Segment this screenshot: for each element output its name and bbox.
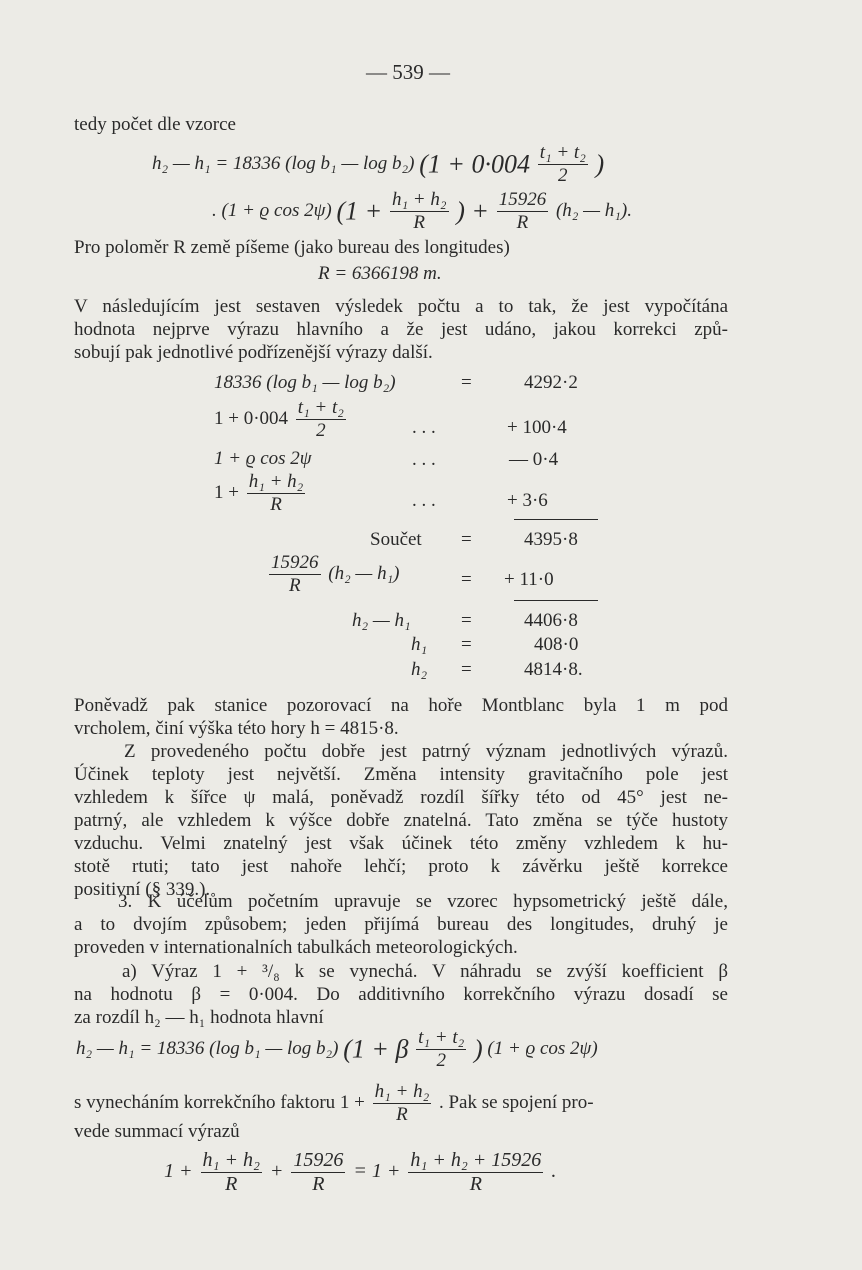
formula1-lhs: h₂ — h₁ = 18336 (log b₁ — log b₂) <box>152 152 415 174</box>
paragraph-6-line2: vede summací výrazů <box>74 1121 240 1142</box>
sum-rule <box>514 519 598 520</box>
formula1-tail: (h₂ — h₁). <box>555 199 632 221</box>
paren-open: (1 + 0·004 <box>419 149 530 179</box>
table-value: 4814·8. <box>524 659 583 680</box>
text-line: Poněvadž pak stanice pozorovací na hoře Montblanc byla 1 m pod <box>74 695 728 716</box>
fraction: $\frac{\text{h₁ + h₂}}{R}$ <box>202 1149 260 1195</box>
formula1-paren: (1 + <box>336 196 383 226</box>
fraction: $\frac{\text{h₁ + h₂ + 15926}}{R}$ <box>410 1149 542 1195</box>
paragraph-1 <box>74 295 728 364</box>
fraction: $\frac{\text{t₁ + t₂}}{2}$ <box>539 142 586 186</box>
table-value: + 11·0 <box>504 569 554 590</box>
formula2-paren: (1 + β <box>343 1034 409 1064</box>
fraction: $\frac{\text{h₁ + h₂}}{R}$ <box>374 1081 430 1125</box>
fraction: $\frac{15926}{R}$ <box>293 1149 344 1195</box>
text-line: na hodnotu β = 0·004. Do additivního korrekčního výrazu dosadí se <box>74 984 728 1005</box>
paragraph-3 <box>74 740 728 901</box>
formula2 <box>76 1028 598 1071</box>
table-value: 4292·2 <box>524 372 578 393</box>
text-line: vrcholem, činí výška této hory h = 4815·8. <box>74 718 399 739</box>
text-line: vzhledem k šířce ψ malá, poněvadž rozdíl šířky této od 45° jest ne- <box>74 787 728 808</box>
fraction: $\frac{15926}{R}$ <box>271 552 319 596</box>
table-value: 4406·8 <box>524 610 578 631</box>
text-line: proveden v internationalních tabulkách meteorologických. <box>74 937 518 958</box>
table-value: + 100·4 <box>507 417 567 438</box>
table-value: 408·0 <box>534 634 579 655</box>
formula3: 1 + $\frac{\text{h₁ + h₂}}{R}$ + $\frac{15926}{R}$ = 1 + $\frac{\text{h₁ + h₂ + 15926}}{R}$ . <box>164 1149 557 1195</box>
formula1-cos-term: . (1 + ϱ cos 2ψ) <box>212 199 332 221</box>
intro-line: tedy počet dle vzorce <box>74 114 236 135</box>
table-value: + 3·6 <box>507 490 548 511</box>
text-line: Účinek teploty jest největší. Změna intensity gravitačního pole jest <box>74 764 728 785</box>
formula1-paren-close: ) + <box>456 196 489 226</box>
paragraph-6-line1: s vynecháním korrekčního faktoru 1 + $\frac{\text{h₁ + h₂}}{R}$ . Pak se spojení pro- <box>74 1081 594 1125</box>
text-line: a to dvojím způsobem; jeden přijímá bureau des longitudes, druhý je <box>74 914 728 935</box>
table-eq: = <box>461 372 472 393</box>
radius-equation: R = 6366198 m. <box>318 263 442 284</box>
fraction: $\frac{\text{h₁ + h₂}}{R}$ <box>391 189 447 233</box>
table-label: $\frac{15926}{R}$ (h₂ — h₁) <box>271 552 400 596</box>
fraction: $\frac{\text{h₁ + h₂}}{R}$ <box>248 471 304 515</box>
paragraph-2 <box>74 694 728 740</box>
sum-rule <box>514 600 598 601</box>
paragraph-4 <box>74 890 728 959</box>
text-line: Z provedeného počtu dobře jest patrný význam jednotlivých výrazů. <box>124 741 728 762</box>
table-dots: . . . <box>412 449 436 470</box>
table-eq: = <box>461 659 472 680</box>
formula2-tail: (1 + ϱ cos 2ψ) <box>487 1037 598 1059</box>
text-line: stotě rtuti; tato jest nahoře lehčí; proto k závěrku ještě korrekce <box>74 856 728 877</box>
table-eq: = <box>461 610 472 631</box>
text-line: vzduchu. Velmi znatelný jest však účinek této změny vzhledem k hu- <box>74 833 728 854</box>
table-label: 1 + 0·004 $\frac{\text{t₁ + t₂}}{2}$ <box>214 397 344 441</box>
table-dots: . . . <box>412 490 436 511</box>
fraction: $\frac{\text{t₁ + t₂}}{2}$ <box>418 1027 465 1071</box>
table-label: 1 + $\frac{\text{h₁ + h₂}}{R}$ <box>214 471 304 515</box>
text-line: hodnota nejprve výrazu hlavního a že jest udáno, jakou korrekci způ- <box>74 319 728 340</box>
table-label: 18336 (log b₁ — log b₂) <box>214 372 396 393</box>
fraction: $\frac{\text{t₁ + t₂}}{2}$ <box>297 397 344 441</box>
table-dots: . . . <box>412 417 436 438</box>
sum-label: Součet <box>370 529 422 550</box>
table-eq: = <box>461 529 472 550</box>
text-line: a) Výraz 1 + ³/₈ k se vynechá. V náhradu se zvýší koefficient β <box>122 961 728 982</box>
text-line: za rozdíl h₂ — h₁ hodnota hlavní <box>74 1007 324 1028</box>
formula2-paren-close: ) <box>474 1034 483 1064</box>
formula1-line2 <box>212 190 632 233</box>
text-line: 3. K účelům početním upravuje se vzorec hypsometrický ještě dále, <box>118 891 728 912</box>
fraction: $\frac{15926}{R}$ <box>498 189 547 233</box>
formula2-lhs: h₂ — h₁ = 18336 (log b₁ — log b₂) <box>76 1037 339 1059</box>
formula1-line1 <box>152 143 604 186</box>
table-eq: = <box>461 569 472 590</box>
table-label: h₂ <box>411 659 428 680</box>
text-line: patrný, ale vzhledem k výšce dobře znatelná. Tato změna se týče hustoty <box>74 810 728 831</box>
table-label: h₂ — h₁ <box>352 610 411 631</box>
paragraph-5 <box>74 960 728 1029</box>
paren-close: ) <box>595 149 605 179</box>
text-line: sobují pak jednotlivé podřízenější výrazy další. <box>74 342 433 363</box>
page-number: — 539 — <box>366 60 450 84</box>
table-label: 1 + ϱ cos 2ψ <box>214 448 312 469</box>
radius-text: Pro poloměr R země píšeme (jako bureau des longitudes) <box>74 237 510 258</box>
table-eq: = <box>461 634 472 655</box>
table-value: 4395·8 <box>524 529 578 550</box>
text-line: positivní (§ 339.). <box>74 879 211 900</box>
table-label: h₁ <box>411 634 428 655</box>
text-line: V následujícím jest sestaven výsledek počtu a to tak, že jest vypočítána <box>74 296 728 317</box>
table-value: — 0·4 <box>509 449 559 470</box>
